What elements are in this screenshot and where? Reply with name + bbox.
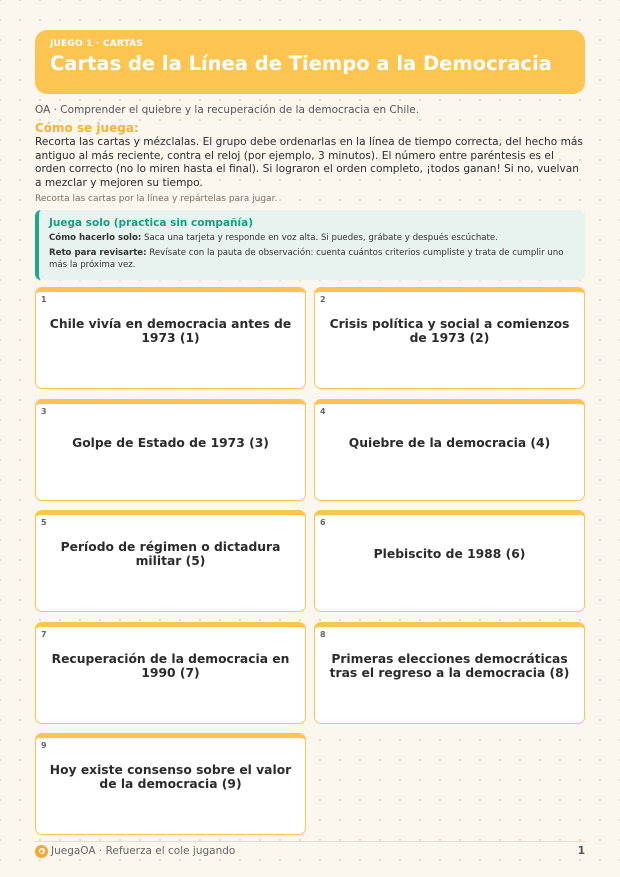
title-banner xyxy=(35,30,585,94)
timeline-card[interactable] xyxy=(314,399,585,501)
timeline-card[interactable] xyxy=(35,622,306,724)
timeline-card[interactable] xyxy=(314,510,585,612)
card-number: 4 xyxy=(320,407,326,416)
timeline-card[interactable] xyxy=(314,287,585,389)
solo-play-box xyxy=(35,210,585,280)
card-number: 6 xyxy=(320,518,326,527)
solo-title: Juega solo (practica sin compañía) xyxy=(49,217,253,229)
solo-challenge-label: Reto para revisarte: xyxy=(49,248,147,258)
card-number: 1 xyxy=(41,295,47,304)
timeline-card[interactable] xyxy=(35,733,306,835)
footer-divider xyxy=(35,841,585,842)
card-text: Quiebre de la democracia (4) xyxy=(348,436,551,450)
card-text: Chile vivía en democracia antes de 1973 (1) xyxy=(49,317,292,345)
card-text: Hoy existe consenso sobre el valor de la democracia (9) xyxy=(49,763,292,791)
card-text: Plebiscito de 1988 (6) xyxy=(373,547,526,561)
solo-challenge-text: Revísate con la pauta de observación: cuenta cuántos criterios cumpliste y trata de cumplir uno más la próxima vez. xyxy=(49,248,564,270)
card-number: 7 xyxy=(41,630,47,639)
footer-brand: JuegaOA · Refuerza el cole jugando xyxy=(51,845,236,857)
solo-how-row xyxy=(49,232,575,244)
solo-how-text: Saca una tarjeta y responde en voz alta. Si puedes, grábate y después escúchate. xyxy=(144,233,498,243)
card-number: 8 xyxy=(320,630,326,639)
timeline-card[interactable] xyxy=(314,622,585,724)
card-text: Primeras elecciones democráticas tras el regreso a la democracia (8) xyxy=(329,652,570,680)
solo-challenge-row xyxy=(49,247,575,271)
card-number: 9 xyxy=(41,741,47,750)
timeline-card[interactable] xyxy=(35,399,306,501)
cut-instruction: Recorta las cartas por la línea y repártelas para jugar. xyxy=(35,194,278,204)
page-number: 1 xyxy=(577,845,585,857)
how-to-play-text: Recorta las cartas y mézclalas. El grupo debe ordenarlas en la línea de tiempo correcta, del hecho más antiguo al más reciente, contra el reloj (por ejemplo, 3 minutos). El número entre paréntesis es el orden correcto (no lo miren hasta el final). Si lograron el orden completo, ¡todos ganan! Si no, vuelvan a mezclar y mejoren su tiempo. xyxy=(35,136,583,189)
card-text: Período de régimen o dictadura militar (5) xyxy=(60,540,281,568)
card-text: Golpe de Estado de 1973 (3) xyxy=(72,436,269,450)
solo-how-label: Cómo hacerlo solo: xyxy=(49,233,142,243)
footer xyxy=(35,843,585,859)
card-number: 2 xyxy=(320,295,326,304)
card-number: 5 xyxy=(41,518,47,527)
card-text: Crisis política y social a comienzos de 1973 (2) xyxy=(329,317,570,345)
timeline-card[interactable] xyxy=(35,287,306,389)
card-number: 3 xyxy=(41,407,47,416)
learning-objective: OA · Comprender el quiebre y la recuperación de la democracia en Chile. xyxy=(35,104,420,116)
card-text: Recuperación de la democracia en 1990 (7) xyxy=(51,652,290,680)
timeline-card[interactable] xyxy=(35,510,306,612)
how-to-play-heading: Cómo se juega: xyxy=(35,121,139,135)
game-kicker: JUEGO 1 · CARTAS xyxy=(50,39,144,49)
brand-logo-icon xyxy=(35,845,48,858)
page-title: Cartas de la Línea de Tiempo a la Democracia xyxy=(50,52,552,75)
